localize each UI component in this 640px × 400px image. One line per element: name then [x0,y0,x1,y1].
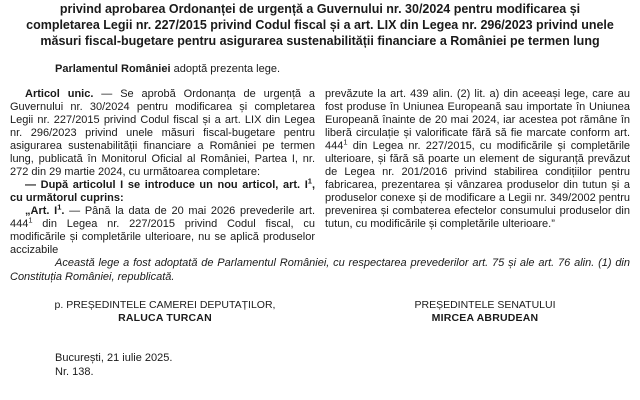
superscript-1: 1 [57,202,62,212]
right-column [325,88,630,257]
law-title-line-1: privind aprobarea Ordonanței de urgență a Guvernului nr. 30/2024 pentru modificarea și [59,2,581,16]
amendment-intro-text: — După articolul I se introduce un nou articol, art. I [25,179,308,191]
signature-title-senate: PREȘEDINTELE SENATULUI [414,299,556,311]
signature-name-deputies: RALUCA TURCAN [118,312,212,324]
law-title [10,1,630,49]
footer-law-number: Nr. 138. [55,366,94,378]
new-article-text: — Până la data de 20 mai 2026 prevederile art. 444 [10,205,316,230]
superscript-1: 1 [307,176,312,186]
body-columns [10,88,630,257]
amendment-intro-tail: , cu următorul cuprins: [10,179,315,204]
document-footer [55,351,172,379]
enactment-rest: adoptă prezenta lege. [170,63,281,75]
new-article-lead: „Art. I [25,205,58,217]
continuation-text-cont: din Legea nr. 227/2015, cu modificările și completările ulterioare, și fără să poarte un element de siguranță prevăzut de Legea nr. 201/2016 privind stabilirea condițiilor pentru fabricarea, prezentarea și vânzarea produselor din tutun și a produselor conexe și de modificare a Legii nr. 349/2002 pentru prevenirea și combaterea efectelor consumului produselor din tutun, cu modificările și completările ulterioare.” [325,140,630,230]
superscript-1: 1 [28,215,33,225]
article-unic-paragraph [10,88,315,179]
new-article-paragraph [10,202,316,257]
signature-title-deputies: p. PREȘEDINTELE CAMEREI DEPUTAȚILOR, [54,299,276,311]
superscript-1: 1 [343,137,348,147]
enactment-lead: Parlamentul României [55,63,171,75]
continuation-paragraph [325,88,630,231]
article-unic-lead: Articol unic. [25,88,94,100]
amendment-intro-paragraph [10,176,315,205]
law-title-line-2: completarea Legii nr. 227/2015 privind Codul fiscal și a art. LIX din Legea nr. 296/2023 privind unele [26,18,614,32]
adoption-note: Această lege a fost adoptată de Parlamentul României, cu respectarea prevederilor art. 75 și ale art. 76 alin. (1) din Constituția României, republicată. [10,257,630,283]
signature-block [0,299,640,325]
new-article-text-cont: din Legea nr. 227/2015 privind Codul fiscal, cu modificările și completările ulterioare, nu se aplică produselor accizabile [10,218,315,256]
article-unic-text: — Se aprobă Ordonanța de urgență a Guvernului nr. 30/2024 pentru modificarea și completarea Legii nr. 227/2015 privind Codul fiscal și a art. LIX din Legea nr. 296/2023 privind unele măsuri fiscal-bugetare pentru asigurarea sustenabilității financiare a României pe termen lung, publicată în Monitorul Oficial al României, Partea I, nr. 272 din 29 martie 2024, cu următoarea completare: [10,88,315,178]
signature-chamber-deputies [0,299,330,325]
new-article-lead-dot: . [61,205,65,217]
footer-place-date: București, 21 iulie 2025. [55,352,173,364]
continuation-text: prevăzute la art. 439 alin. (2) lit. a) din aceeași lege, care au fost produse în Uniunea Europeană sau importate în Uniunea Europeană înainte de 20 mai 2024, iar acestea pot rămâne în liberă circulație și valorificate fără să fie marcate conform art. 444 [325,88,630,152]
signature-name-senate: MIRCEA ABRUDEAN [431,312,539,324]
law-title-line-3: măsuri fiscal-bugetare pentru asigurarea sustenabilității financiare a României pe termen lung [40,34,600,48]
signature-senate [330,299,640,325]
enactment-formula [10,63,630,76]
left-column [10,88,315,257]
